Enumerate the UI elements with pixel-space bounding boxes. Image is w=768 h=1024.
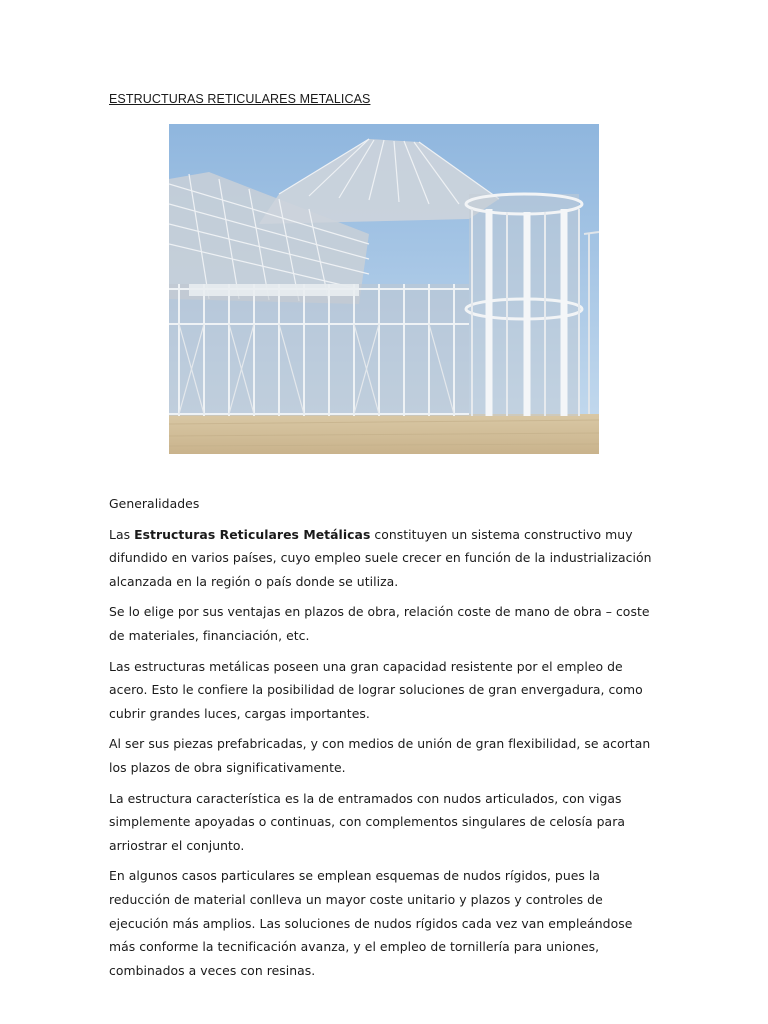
paragraph-1-lead: Las — [109, 526, 135, 542]
paragraph-2: Se lo elige por sus ventajas en plazos de obra, relación coste de mano de obra – coste de materiales, financiación, etc. — [109, 604, 650, 643]
paragraph-6: En algunos casos particulares se emplean esquemas de nudos rígidos, pues la reducción de material conlleva un mayor coste unitario y plazos y controles de ejecución más amplios. Las soluciones de nudos rígidos cada vez van empleándose más conforme la tecnificación avanza, y el empleo de tornillería para uniones, combinados a veces con resinas. — [109, 868, 633, 978]
paragraph-3: Las estructuras metálicas poseen una gran capacidad resistente por el empleo de acero. Esto le confiere la posibilidad de lograr soluciones de gran envergadura, como cubrir grandes luces, cargas importantes. — [109, 658, 643, 721]
body-text — [109, 492, 654, 989]
paragraph-1-bold: Estructuras Reticulares Metálicas — [134, 526, 371, 542]
paragraph-5: La estructura característica es la de entramados con nudos articulados, con vigas simplemente apoyadas o continuas, con complementos singulares de celosía para arriostrar el conjunto. — [109, 790, 625, 853]
paragraph-1 — [109, 523, 654, 594]
paragraph-1-rest: constituyen un sistema constructivo muy difundido en varios países, cuyo empleo suele crecer en función de la industrialización alcanzada en la región o país donde se utiliza. — [109, 526, 652, 589]
steel-frame-photo — [169, 124, 599, 454]
document-title: ESTRUCTURAS RETICULARES METALICAS — [109, 92, 371, 106]
section-heading: Generalidades — [109, 496, 200, 511]
paragraph-4: Al ser sus piezas prefabricadas, y con medios de unión de gran flexibilidad, se acortan los plazos de obra significativamente. — [109, 736, 651, 775]
building-photo-icon — [169, 124, 599, 454]
